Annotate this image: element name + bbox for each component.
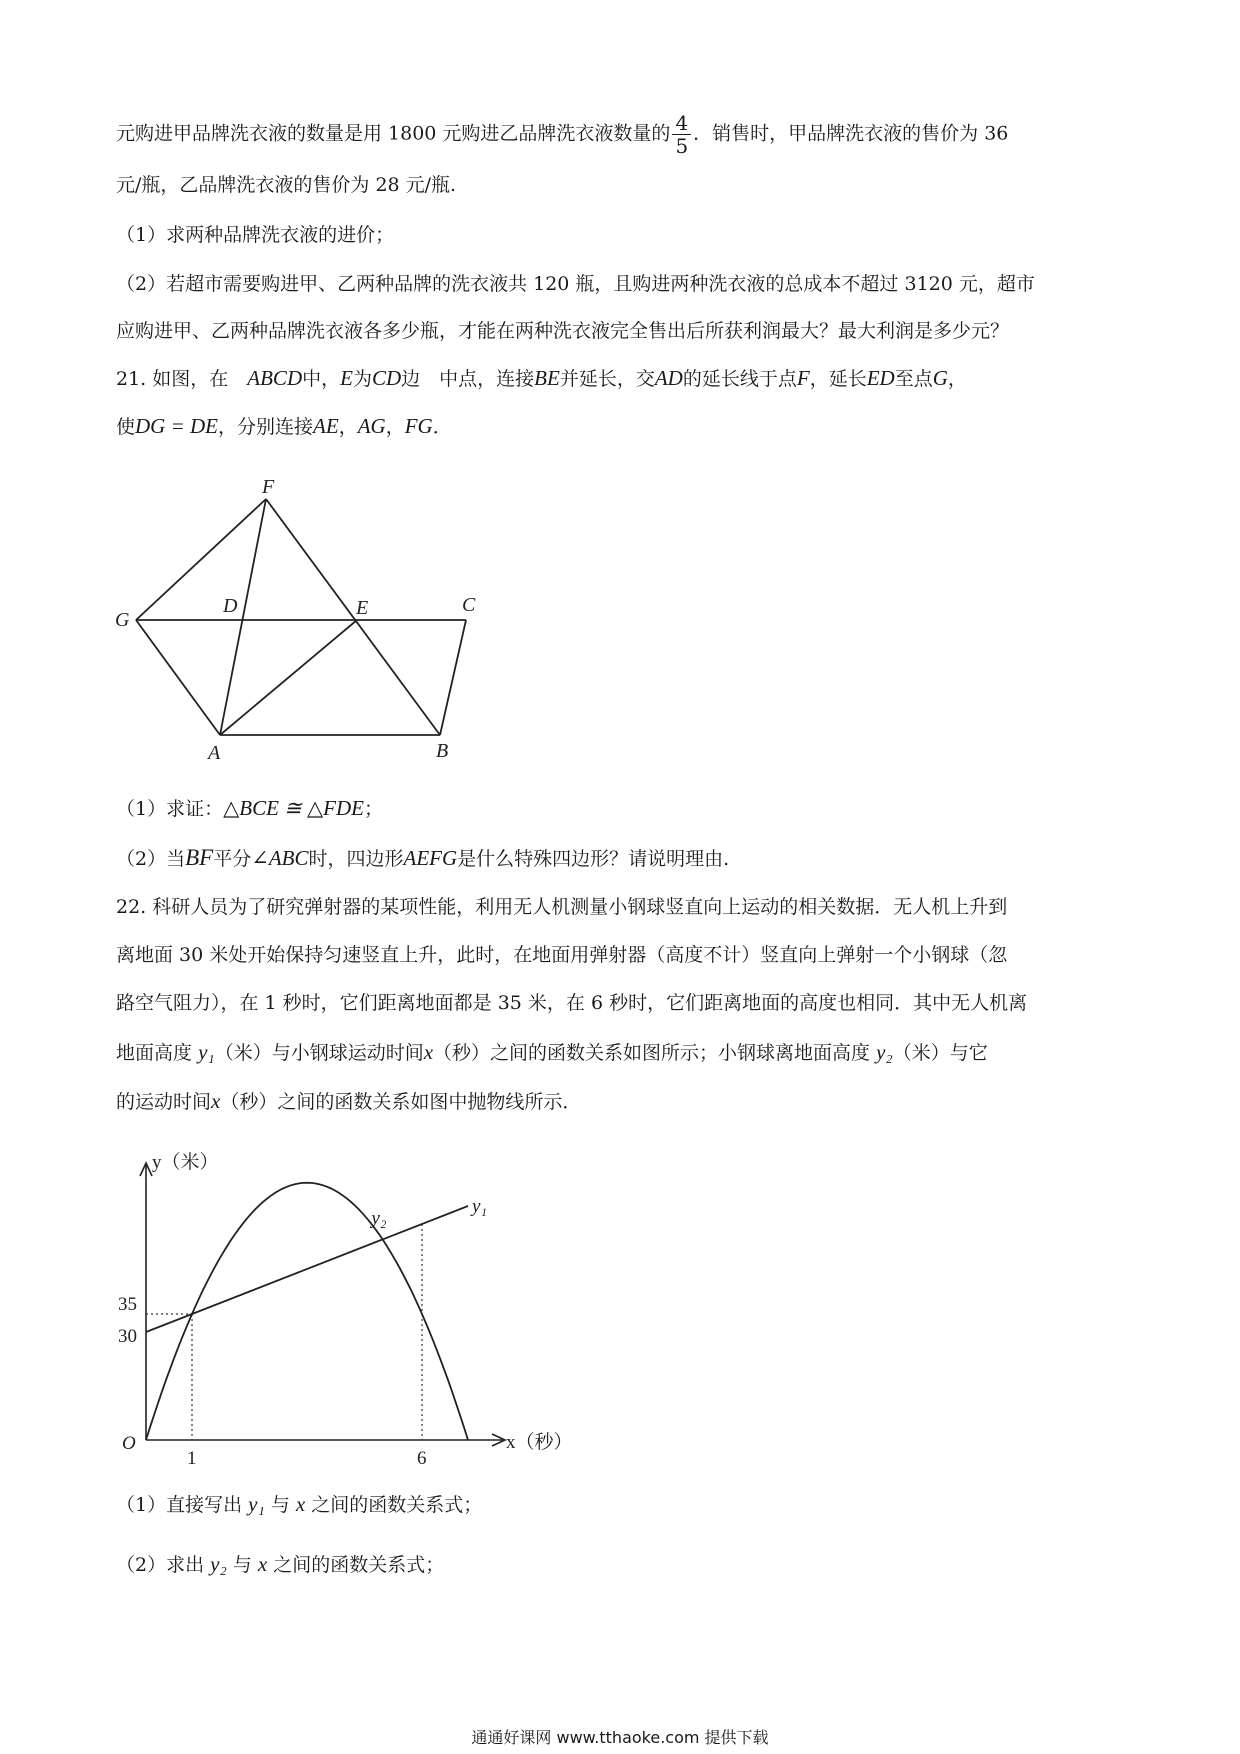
segment-fb [266,499,440,735]
p22-line3: 路空气阻力），在 1 秒时，它们距离地面都是 35 米，在 6 秒时，它们距离地面的高度也相同．其中无人机离 [116,992,1028,1014]
x-axis-arrow [492,1434,505,1446]
x-axis-label: x（秒） [506,1432,573,1453]
p20-question-2a: （2）若超市需要购进甲、乙两种品牌的洗衣液共 120 瓶，且购进两种洗衣液的总成本不超过 3120 元，超市 [116,273,1035,295]
p22-question-2: （2）求出 y₂ 与 x 之间的函数关系式； [116,1552,445,1576]
segment-fa [220,499,266,735]
p21-line2: 使DG = DE，分别连接AE，AG，FG． [116,414,452,438]
p20-question-1: （1）求两种品牌洗衣液的进价； [116,224,395,246]
x-tick-label: 6 [417,1448,427,1469]
segment-gf [136,499,266,620]
p20-line2: 元/瓶，乙品牌洗衣液的售价为 28 元/瓶. [116,174,457,196]
page-footer: 通通好课网 www.tthaoke.com 提供下载 [471,1728,769,1747]
p22-line5: 的运动时间x（秒）之间的函数关系如图中抛物线所示． [116,1089,582,1113]
series-y1-label: y₁ [472,1196,488,1217]
p21-question-1: （1）求证：△BCE ≅ △FDE； [116,796,383,820]
p22-line2: 离地面 30 米处开始保持匀速竖直上升，此时，在地面用弹射器（高度不计）竖直向上弹射一个小钢球（忽 [116,944,1008,966]
segment-bc [440,620,466,735]
segment-ae [220,620,357,735]
p21-line1: 21. 如图，在 ABCD中，E为CD边 中点，连接BE并延长，交AD的延长线于点F，延长ED至点G， [116,366,967,390]
y-axis-label: y（米） [152,1152,219,1173]
p20-line1: 元购进甲品牌洗衣液的数量是用 1800 元购进乙品牌洗衣液数量的 $\frac{4}{5}$ ．销售时，甲品牌洗衣液的售价为 36 [116,111,1009,158]
y-tick-label: 35 [118,1294,137,1315]
label-a: A [208,742,221,764]
label-c: C [462,594,476,616]
y-axis-arrow [140,1163,152,1176]
label-f: F [262,476,275,498]
p22-question-1: （1）直接写出 y₁ 与 x 之间的函数关系式； [116,1492,483,1516]
p22-line1: 22. 科研人员为了研究弹射器的某项性能，利用无人机测量小钢球竖直向上运动的相关数据．无人机上升到 [116,896,1008,918]
fraction-four-fifths: $\frac{4}{5}$ [672,112,691,157]
label-b: B [436,740,449,762]
series-y2-parabola [146,1183,468,1440]
label-g: G [115,609,130,631]
x-tick-label: 1 [187,1448,197,1469]
series-y2-label: y₂ [371,1208,387,1229]
label-e: E [356,597,369,619]
y-tick-label: 30 [118,1326,137,1347]
p20-question-2b: 应购进甲、乙两种品牌洗衣液各多少瓶，才能在两种洗衣液完全售出后所获利润最大？最大利润是多少元？ [116,320,1010,342]
label-d: D [223,595,238,617]
p22-line4: 地面高度 y₁（米）与小钢球运动时间x（秒）之间的函数关系如图所示；小钢球离地面高度 y₂（米）与它 [116,1040,988,1064]
series-y1-line [146,1206,468,1332]
origin-label: O [122,1433,136,1454]
segment-ga [136,620,220,735]
p21-question-2: （2）当BF平分∠ABC时，四边形AEFG是什么特殊四边形？请说明理由. [116,845,730,870]
